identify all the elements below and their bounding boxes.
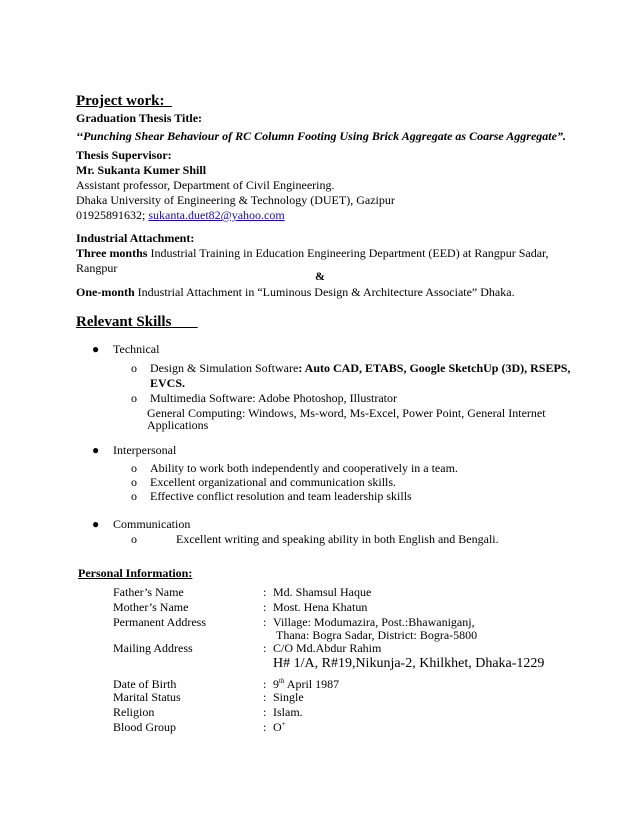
circle-bullet-icon: o — [131, 391, 137, 405]
mother-name-label: Mother’s Name — [113, 600, 189, 614]
circle-bullet-icon: o — [131, 489, 137, 503]
mailing-address-value: C/O Md.Abdur Rahim — [273, 641, 382, 655]
mother-name-value: Most. Hena Khatun — [273, 600, 368, 614]
father-name-value: Md. Shamsul Haque — [273, 585, 372, 599]
skill-interpersonal-item: Ability to work both independently and cooperatively in a team. — [150, 461, 458, 475]
circle-bullet-icon: o — [131, 461, 137, 475]
skill-design-list-line2: EVCS. — [150, 376, 186, 390]
thesis-title: ‘‘Punching Shear Behaviour of RC Column Footing Using Brick Aggregate as Coarse Aggregate”. — [76, 129, 566, 143]
marital-status-label: Marital Status — [113, 690, 181, 704]
skills-heading: Relevant Skills — [76, 314, 172, 330]
personal-heading: Personal Information: — [78, 566, 193, 580]
attachment-item-1-text: Industrial Training in Education Engineering Department (EED) at Rangpur Sadar, — [147, 246, 549, 260]
circle-bullet-icon: o — [131, 532, 137, 546]
attachment-item-1-line2: Rangpur — [76, 261, 118, 275]
skill-design-software — [150, 361, 570, 376]
bullet-icon: ● — [92, 342, 100, 356]
attachment-item-2 — [76, 285, 515, 300]
skill-design-list: : Auto CAD, ETABS, Google SketchUp (3D), RSEPS, — [298, 361, 571, 375]
colon: : — [263, 690, 267, 704]
bullet-icon: ● — [92, 517, 100, 531]
colon: : — [263, 585, 267, 599]
colon: : — [263, 720, 267, 734]
permanent-address-label: Permanent Address — [113, 615, 206, 629]
skill-general-computing: General Computing: Windows, Ms-word, Ms-Excel, Power Point, General Internet — [147, 406, 546, 420]
permanent-address-value: Village: Modumazira, Post.:Bhawaniganj, — [273, 615, 475, 629]
skill-interpersonal-label: Interpersonal — [113, 443, 177, 457]
dob-value: 9th April 1987 — [273, 677, 340, 691]
circle-bullet-icon: o — [131, 361, 137, 375]
skill-general-computing-line2: Applications — [147, 418, 209, 432]
supervisor-label: Thesis Supervisor: — [76, 148, 172, 162]
project-heading: Project work: — [76, 93, 165, 109]
colon: : — [263, 641, 267, 655]
attachment-item-1 — [76, 246, 549, 261]
religion-value: Islam. — [273, 705, 303, 719]
skill-interpersonal-item: Effective conflict resolution and team leadership skills — [150, 489, 412, 503]
blood-group-value: O+ — [273, 720, 286, 734]
attachment-item-2-duration: One-month — [76, 285, 135, 299]
marital-status-value: Single — [273, 690, 304, 704]
attachment-ampersand: & — [315, 269, 325, 283]
supervisor-position: Assistant professor, Department of Civil Engineering. — [76, 178, 335, 192]
skill-technical-label: Technical — [113, 342, 160, 356]
skill-design-prefix: Design & Simulation Software — [150, 361, 299, 375]
skill-multimedia: Multimedia Software: Adobe Photoshop, Illustrator — [150, 391, 397, 405]
attachment-label: Industrial Attachment: — [76, 231, 195, 245]
colon: : — [263, 615, 267, 629]
bullet-icon: ● — [92, 443, 100, 457]
skill-communication-label: Communication — [113, 517, 191, 531]
colon: : — [263, 677, 267, 691]
attachment-item-1-duration: Three months — [76, 246, 148, 260]
attachment-item-2-text: Industrial Attachment in “Luminous Design & Architecture Associate” Dhaka. — [134, 285, 515, 299]
blood-group-label: Blood Group — [113, 720, 176, 734]
circle-bullet-icon: o — [131, 475, 137, 489]
father-name-label: Father’s Name — [113, 585, 184, 599]
skill-communication-item: Excellent writing and speaking ability in both English and Bengali. — [176, 532, 499, 546]
skill-interpersonal-item: Excellent organizational and communication skills. — [150, 475, 397, 489]
supervisor-university: Dhaka University of Engineering & Technology (DUET), Gazipur — [76, 193, 395, 207]
religion-label: Religion — [113, 705, 155, 719]
colon: : — [263, 600, 267, 614]
supervisor-phone: 01925891632; — [76, 208, 146, 222]
dob-label: Date of Birth — [113, 677, 177, 691]
thesis-title-label: Graduation Thesis Title: — [76, 111, 203, 125]
colon: : — [263, 705, 267, 719]
supervisor-email-link[interactable]: sukanta.duet82@yahoo.com — [148, 208, 285, 222]
mailing-address-label: Mailing Address — [113, 641, 193, 655]
supervisor-name: Mr. Sukanta Kumer Shill — [76, 163, 207, 177]
mailing-address-value-line2: H# 1/A, R#19,Nikunja-2, Khilkhet, Dhaka-1229 — [273, 656, 545, 671]
permanent-address-value-line2: Thana: Bogra Sadar, District: Bogra-5800 — [276, 628, 478, 642]
supervisor-contact — [76, 208, 285, 223]
